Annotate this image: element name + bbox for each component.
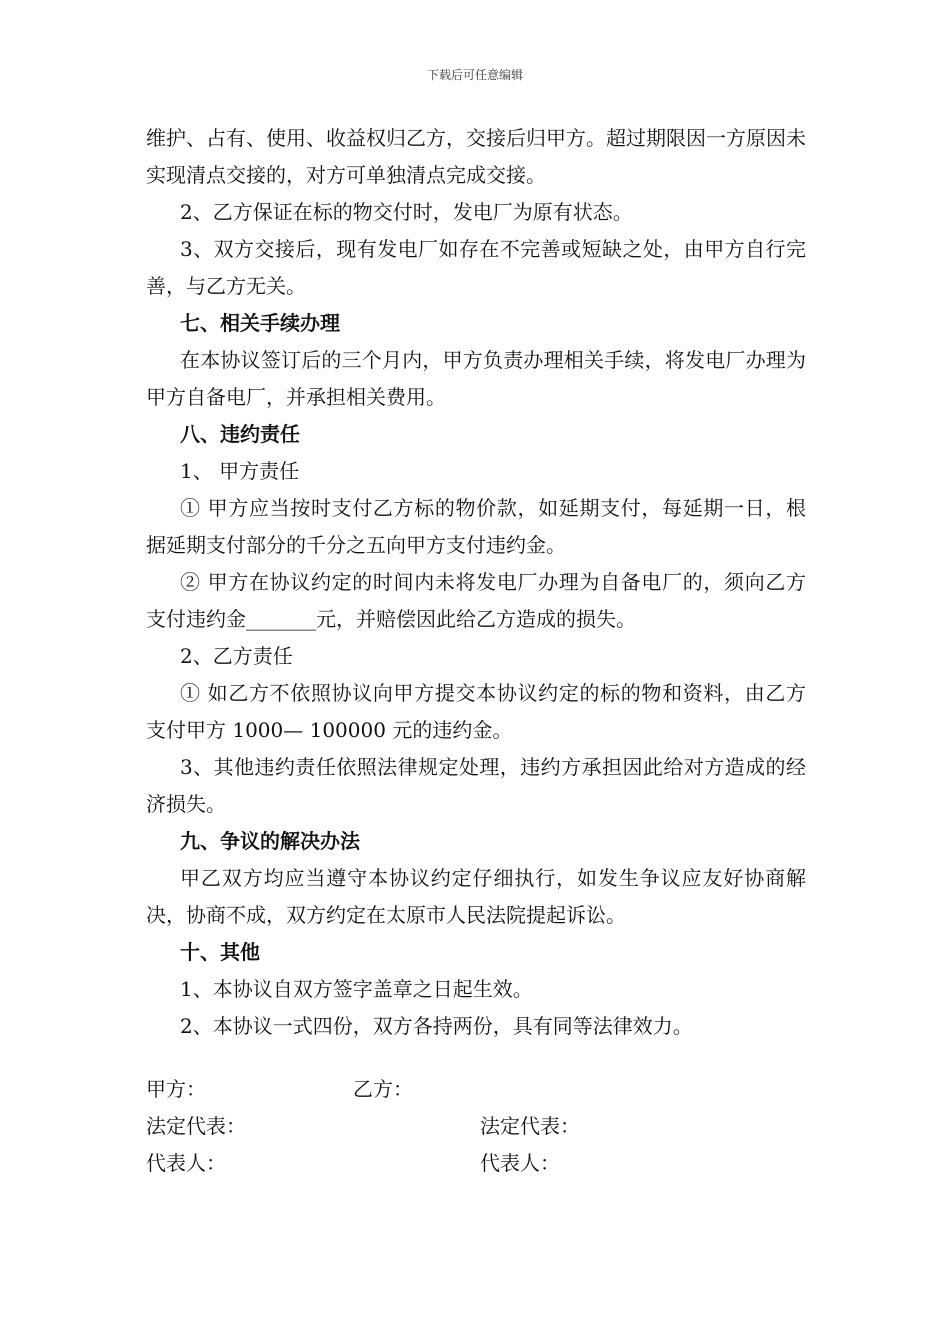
section-heading: 十、其他	[180, 940, 260, 964]
paragraph: ① 甲方应当按时支付乙方标的物价款，如延期支付，每延期一日，根据延期支付部分的千分之五向甲方支付违约金。	[146, 496, 806, 557]
paragraph: 2、本协议一式四份，双方各持两份，具有同等法律效力。	[180, 1014, 693, 1038]
paragraph: 3、其他违约责任依照法律规定处理，违约方承担因此给对方造成的经济损失。	[146, 755, 806, 816]
paragraph: 在本协议签订后的三个月内，甲方负责办理相关手续，将发电厂办理为甲方自备电厂，并承担相关费用。	[146, 348, 806, 409]
paragraph: ① 如乙方不依照协议向甲方提交本协议约定的标的物和资料，由乙方支付甲方 1000— 100000 元的违约金。	[146, 681, 806, 742]
paragraph: 2、乙方责任	[180, 644, 293, 668]
paragraph: 3、双方交接后，现有发电厂如存在不完善或短缺之处，由甲方自行完善，与乙方无关。	[146, 237, 806, 298]
paragraph: 1、本协议自双方签字盖章之日起生效。	[180, 977, 533, 1001]
page-header: 下载后可任意编辑	[426, 68, 523, 82]
section-heading: 九、争议的解决办法	[180, 829, 360, 853]
paragraph: 2、乙方保证在标的物交付时，发电厂为原有状态。	[180, 200, 633, 224]
paragraph: 甲乙双方均应当遵守本协议约定仔细执行，如发生争议应友好协商解决，协商不成，双方约定在太原市人民法院提起诉讼。	[146, 866, 806, 927]
document-body	[146, 120, 806, 1045]
party-b-label: 乙方：	[353, 1077, 413, 1101]
agent-a-label: 代表人：	[146, 1151, 226, 1175]
legal-rep-a-label: 法定代表：	[146, 1114, 246, 1138]
section-heading: 七、相关手续办理	[180, 311, 340, 335]
party-a-label: 甲方：	[146, 1077, 206, 1101]
paragraph: ② 甲方在协议约定的时间内未将发电厂办理为自备电厂的，须向乙方支付违约金_______元，并赔偿因此给乙方造成的损失。	[146, 570, 806, 631]
section-heading: 八、违约责任	[180, 422, 300, 446]
legal-rep-b-label: 法定代表：	[480, 1114, 580, 1138]
paragraph: 维护、占有、使用、收益权归乙方，交接后归甲方。超过期限因一方原因未实现清点交接的，对方可单独清点完成交接。	[146, 126, 806, 187]
agent-b-label: 代表人：	[480, 1151, 560, 1175]
paragraph: 1、 甲方责任	[180, 459, 300, 483]
